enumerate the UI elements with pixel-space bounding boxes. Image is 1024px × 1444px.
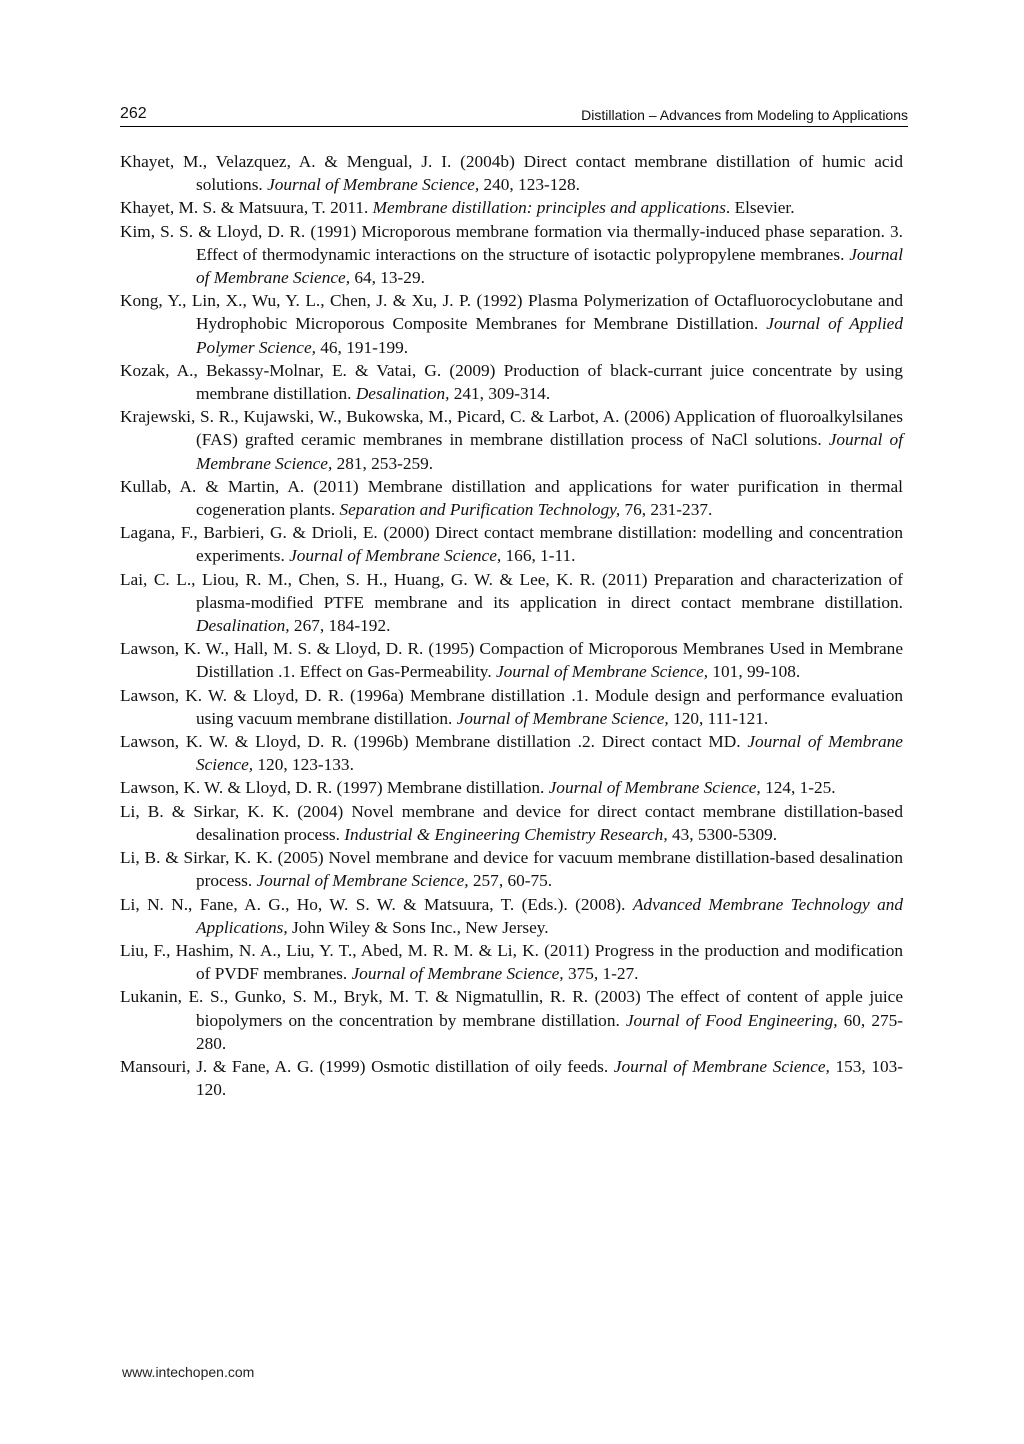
page-number: 262 (120, 105, 147, 122)
reference-details: 64, 13-29. (350, 268, 425, 288)
reference-source: Journal of Applied Polymer Science, (196, 314, 903, 357)
reference-text: Khayet, M. S. & Matsuura, T. 2011. (120, 198, 373, 218)
running-header (120, 104, 908, 127)
reference-source: Journal of Membrane Science, (196, 430, 903, 473)
reference-source: Journal of Membrane Science, (196, 244, 903, 288)
reference-details: 46, 191-199. (315, 337, 409, 357)
reference-text: Kozak, A., Bekassy-Molnar, E. & Vatai, G. (2009) Production of black-currant juice concentrate by using membrane distillation. (120, 360, 903, 404)
reference-entry (120, 985, 903, 1055)
reference-source: Journal of Membrane Science, (456, 708, 669, 728)
reference-entry (120, 800, 903, 846)
reference-text: Lawson, K. W. & Lloyd, D. R. (1996b) Membrane distillation .2. Direct contact MD. (120, 732, 748, 752)
reference-source: Separation and Purification Technology, (339, 500, 621, 520)
reference-text: Lai, C. L., Liou, R. M., Chen, S. H., Huang, G. W. & Lee, K. R. (2011) Preparation and characterization of plasma-modified PTFE membrane and its application in direct contact membrane distillation. (120, 569, 903, 612)
reference-entry (120, 893, 903, 939)
reference-list (120, 150, 903, 1101)
reference-details: 241, 309-314. (449, 384, 551, 404)
reference-text: Kim, S. S. & Lloyd, D. R. (1991) Microporous membrane formation via thermally-induced phase separation. 3. Effect of thermodynamic interactions on the structure of isotactic polypropylene membranes. (120, 221, 903, 264)
reference-text: Mansouri, J. & Fane, A. G. (1999) Osmotic distillation of oily feeds. (120, 1056, 614, 1076)
reference-entry (120, 568, 903, 638)
reference-source: Journal of Membrane Science, (267, 175, 480, 195)
running-title: Distillation – Advances from Modeling to Applications (581, 107, 908, 123)
reference-details: 120, 111-121. (668, 708, 769, 728)
reference-details: . Elsevier. (725, 198, 795, 218)
reference-source: Journal of Membrane Science, (548, 778, 761, 798)
reference-source: Journal of Membrane Science, (289, 546, 502, 566)
reference-text: Lawson, K. W. & Lloyd, D. R. (1997) Membrane distillation. (120, 778, 549, 798)
reference-details: 240, 123-128. (479, 175, 580, 195)
reference-details: 375, 1-27. (563, 964, 639, 984)
reference-source: Journal of Membrane Science, (351, 964, 564, 984)
reference-source: Desalination, (196, 616, 290, 636)
reference-details: 76, 231-237. (620, 500, 713, 520)
reference-entry (120, 637, 903, 683)
reference-entry (120, 730, 903, 776)
reference-details: 267, 184-192. (289, 616, 391, 636)
reference-text: Lagana, F., Barbieri, G. & Drioli, E. (2000) Direct contact membrane distillation: modelling and concentration experiments. (120, 523, 903, 566)
reference-details: 124, 1-25. (760, 778, 836, 798)
reference-source: Desalination, (355, 384, 450, 404)
reference-source: Journal of Membrane Science, (256, 871, 469, 891)
reference-details: 281, 253-259. (332, 453, 434, 473)
reference-text: Lawson, K. W., Hall, M. S. & Lloyd, D. R. (1995) Compaction of Microporous Membranes Used in Membrane Distillation .1. Effect on Gas-Permeability. (120, 639, 903, 682)
reference-source: Advanced Membrane Technology and Applications (196, 894, 903, 937)
reference-text: Li, N. N., Fane, A. G., Ho, W. S. W. & Matsuura, T. (Eds.). (2008). (120, 894, 633, 914)
reference-entry (120, 1055, 903, 1101)
reference-entry (120, 289, 903, 359)
reference-text: Kong, Y., Lin, X., Wu, Y. L., Chen, J. & Xu, J. P. (1992) Plasma Polymerization of Octafluorocyclobutane and Hydrophobic Microporous Composite Membranes for Membrane Distillation. (120, 291, 903, 334)
reference-text: Li, B. & Sirkar, K. K. (2004) Novel membrane and device for direct contact membrane distillation-based desalination process. (120, 801, 903, 844)
reference-entry (120, 475, 903, 521)
reference-source: Journal of Membrane Science, (495, 662, 709, 682)
reference-text: Krajewski, S. R., Kujawski, W., Bukowska, M., Picard, C. & Larbot, A. (2006) Application of fluoroalkylsilanes (FAS) grafted ceramic membranes in membrane distillation process of NaCl solutions. (120, 407, 903, 450)
reference-source: Industrial & Engineering Chemistry Research, (344, 824, 668, 844)
reference-entry (120, 846, 903, 892)
reference-details: 166, 1-11. (501, 546, 576, 566)
footer-url: www.intechopen.com (122, 1364, 255, 1380)
reference-text: Lukanin, E. S., Gunko, S. M., Bryk, M. T. & Nigmatullin, R. R. (2003) The effect of content of apple juice biopolymers on the concentration by membrane distillation. (120, 987, 903, 1030)
reference-source: Journal of Food Engineering, (625, 1010, 838, 1030)
reference-details: 43, 5300-5309. (667, 824, 778, 844)
reference-entry (120, 521, 903, 567)
reference-text: Li, B. & Sirkar, K. K. (2005) Novel membrane and device for vacuum membrane distillation-based desalination process. (120, 848, 903, 891)
reference-text: Lawson, K. W. & Lloyd, D. R. (1996a) Membrane distillation .1. Module design and performance evaluation using vacuum membrane distillation. (120, 685, 903, 728)
reference-details: 101, 99-108. (708, 662, 801, 682)
reference-details: , John Wiley & Sons Inc., New Jersey. (283, 917, 549, 937)
reference-details: 153, 103-120. (196, 1056, 904, 1100)
reference-text: Liu, F., Hashim, N. A., Liu, Y. T., Abed, M. R. M. & Li, K. (2011) Progress in the production and modification of PVDF membranes. (120, 940, 903, 984)
reference-details: 60, 275-280. (196, 1010, 904, 1053)
reference-source: Membrane distillation: principles and applications (372, 198, 726, 218)
reference-entry (120, 776, 903, 799)
reference-entry (120, 405, 903, 475)
reference-text: Khayet, M., Velazquez, A. & Mengual, J. I. (2004b) Direct contact membrane distillation of humic acid solutions. (120, 152, 903, 195)
reference-entry (120, 359, 903, 405)
reference-details: 120, 123-133. (253, 755, 354, 775)
reference-text: Kullab, A. & Martin, A. (2011) Membrane distillation and applications for water purification in thermal cogeneration plants. (120, 476, 903, 520)
reference-source: Journal of Membrane Science, (196, 732, 903, 775)
reference-entry (120, 196, 903, 219)
reference-entry (120, 939, 903, 985)
reference-entry (120, 220, 903, 290)
reference-entry (120, 150, 903, 196)
reference-source: Journal of Membrane Science, (613, 1056, 830, 1076)
reference-entry (120, 684, 903, 730)
reference-details: 257, 60-75. (468, 871, 553, 891)
